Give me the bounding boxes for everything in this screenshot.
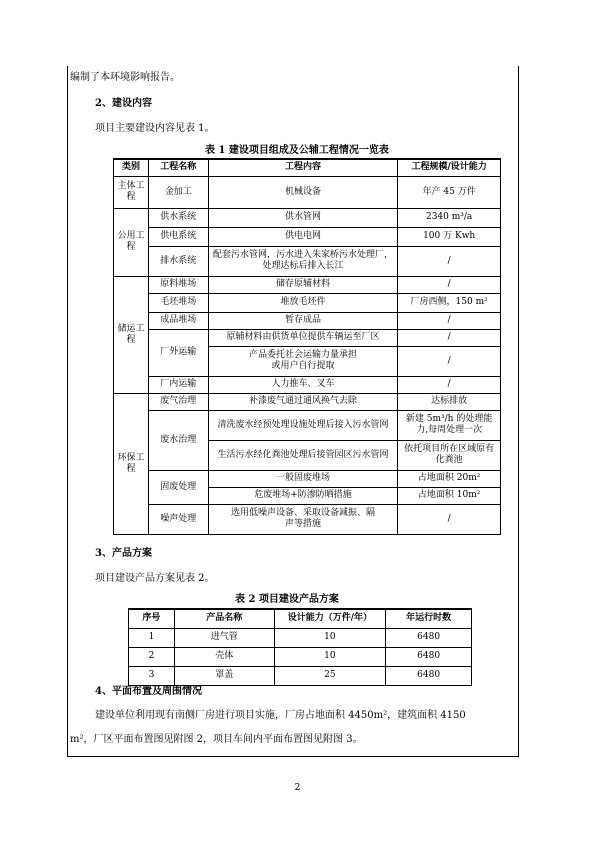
- t1-header-content: 工程内容: [208, 159, 398, 176]
- table2: [128, 608, 472, 686]
- t1-cell-prod-name: 成品堆场: [148, 312, 208, 329]
- t1-cell-out-content2: 产品委托社会运输力量承担或用户自行提取: [208, 346, 398, 376]
- section3-heading: 3、产品方案: [95, 548, 152, 559]
- t1-cell-main-cat: 主体工程: [114, 176, 149, 208]
- section3-paragraph: 项目建设产品方案见表 2。: [95, 573, 215, 584]
- t1-cell-prod-scale: /: [398, 312, 501, 329]
- table1-caption: 表 1 建设项目组成及公辅工程情况一览表: [205, 145, 389, 156]
- page-number: 2: [294, 783, 301, 793]
- t1-cell-ww-content1: 清洗废水经预处理设施处理后接入污水管网: [208, 410, 398, 440]
- t1-cell-gas-content: 补漆废气通过通风换气去除: [208, 393, 398, 410]
- t1-cell-power-name: 供电系统: [148, 227, 208, 246]
- t1-cell-blank-content: 堆放毛坯件: [208, 293, 398, 312]
- t1-cell-noise-name: 噪声处理: [148, 504, 208, 534]
- table-row: [129, 647, 472, 666]
- section4-heading: 4、平面布置及周围情况: [95, 686, 202, 697]
- t1-cell-solid-content1: 一般固废堆场: [208, 470, 398, 487]
- t2-cell: 25: [274, 666, 386, 685]
- t1-cell-prod-content: 暂存成品: [208, 312, 398, 329]
- t1-cell-in-scale: /: [398, 376, 501, 393]
- t1-cell-store-cat: 储运工程: [114, 276, 149, 393]
- t2-cell: 进气管: [174, 628, 274, 647]
- t1-cell-ww-content2: 生活污水经化粪池处理后接管园区污水管网: [208, 440, 398, 470]
- t1-cell-ww-name: 废水治理: [148, 410, 208, 470]
- t2-header-no: 序号: [129, 609, 175, 628]
- t1-cell-power-scale: 100 万 Kwh: [398, 227, 501, 246]
- t1-cell-raw-name: 原料堆场: [148, 276, 208, 293]
- table1: [113, 158, 501, 535]
- t1-cell-env-cat: 环保工程: [114, 393, 149, 534]
- t2-cell: 10: [274, 647, 386, 666]
- t1-cell-pub-cat: 公用工程: [114, 208, 149, 276]
- t1-cell-noise-content: 选用低噪声设备、采取设备减振、隔声等措施: [208, 504, 398, 534]
- t1-cell-main-name: 金加工: [148, 176, 208, 208]
- table-row: [129, 666, 472, 685]
- t1-cell-ww-scale1: 新建 5m³/h 的处理能力,每周处理一次: [398, 410, 501, 440]
- t1-cell-out-scale2: /: [398, 346, 501, 376]
- t1-cell-solid-content2: 危废堆场+防渗防晒措施: [208, 487, 398, 504]
- t2-cell: 3: [129, 666, 175, 685]
- section4-paragraph-line1: 建设单位利用现有南侧厂房进行项目实施，厂房占地面积 4450m²，建筑面积 4150: [95, 710, 466, 721]
- t1-cell-solid-scale2: 占地面积 10m²: [398, 487, 501, 504]
- t1-header-name: 工程名称: [148, 159, 208, 176]
- t1-cell-drain-scale: /: [398, 246, 501, 276]
- t1-cell-in-name: 厂内运输: [148, 376, 208, 393]
- t1-cell-main-scale: 年产 45 万件: [398, 176, 501, 208]
- table2-caption: 表 2 项目建设产品方案: [235, 594, 339, 605]
- section2-paragraph: 项目主要建设内容见表 1。: [95, 123, 215, 134]
- table-row: [129, 628, 472, 647]
- t2-cell: 2: [129, 647, 175, 666]
- t1-cell-blank-scale: 厂房西侧，150 m²: [398, 293, 501, 312]
- section4-paragraph-line2: m²，厂区平面布置图见附图 2，项目车间内平面布置图见附图 3。: [70, 734, 363, 745]
- t1-cell-out-content1: 原辅材料由供货单位提供车辆运至厂区: [208, 329, 398, 346]
- t2-cell: 罩盖: [174, 666, 274, 685]
- t2-cell: 6480: [386, 647, 472, 666]
- t1-cell-water-content: 供水管网: [208, 208, 398, 227]
- t1-cell-gas-scale: 达标排放: [398, 393, 501, 410]
- t1-cell-solid-name: 固废处理: [148, 470, 208, 504]
- t1-cell-main-content: 机械设备: [208, 176, 398, 208]
- t1-cell-water-name: 供水系统: [148, 208, 208, 227]
- t2-cell: 10: [274, 628, 386, 647]
- t1-cell-out-name: 厂外运输: [148, 329, 208, 376]
- t1-cell-noise-scale: /: [398, 504, 501, 534]
- t1-cell-ww-scale2: 依托项目所在区域原有化粪池: [398, 440, 501, 470]
- t1-cell-out-scale1: /: [398, 329, 501, 346]
- t2-cell: 6480: [386, 628, 472, 647]
- t2-header-hours: 年运行时数: [386, 609, 472, 628]
- intro-line: 编制了本环境影响报告。: [70, 72, 180, 83]
- t1-cell-drain-content: 配套污水管网，污水进入朱家桥污水处理厂，处理达标后排入长江: [208, 246, 398, 276]
- t1-cell-in-content: 人力推车、叉车: [208, 376, 398, 393]
- t2-header-capacity: 设计能力（万件/年）: [274, 609, 386, 628]
- t1-cell-water-scale: 2340 m³/a: [398, 208, 501, 227]
- t1-header-scale: 工程规模/设计能力: [398, 159, 501, 176]
- section2-heading: 2、建设内容: [95, 98, 152, 109]
- t1-cell-gas-name: 废气治理: [148, 393, 208, 410]
- t2-cell: 1: [129, 628, 175, 647]
- t1-header-category: 类别: [114, 159, 149, 176]
- t1-cell-drain-name: 排水系统: [148, 246, 208, 276]
- t1-cell-raw-content: 储存原辅材料: [208, 276, 398, 293]
- t2-header-product: 产品名称: [174, 609, 274, 628]
- t1-cell-solid-scale1: 占地面积 20m²: [398, 470, 501, 487]
- t1-cell-blank-name: 毛坯堆场: [148, 293, 208, 312]
- t1-cell-power-content: 供电电网: [208, 227, 398, 246]
- t2-cell: 壳体: [174, 647, 274, 666]
- t1-cell-raw-scale: /: [398, 276, 501, 293]
- t2-cell: 6480: [386, 666, 472, 685]
